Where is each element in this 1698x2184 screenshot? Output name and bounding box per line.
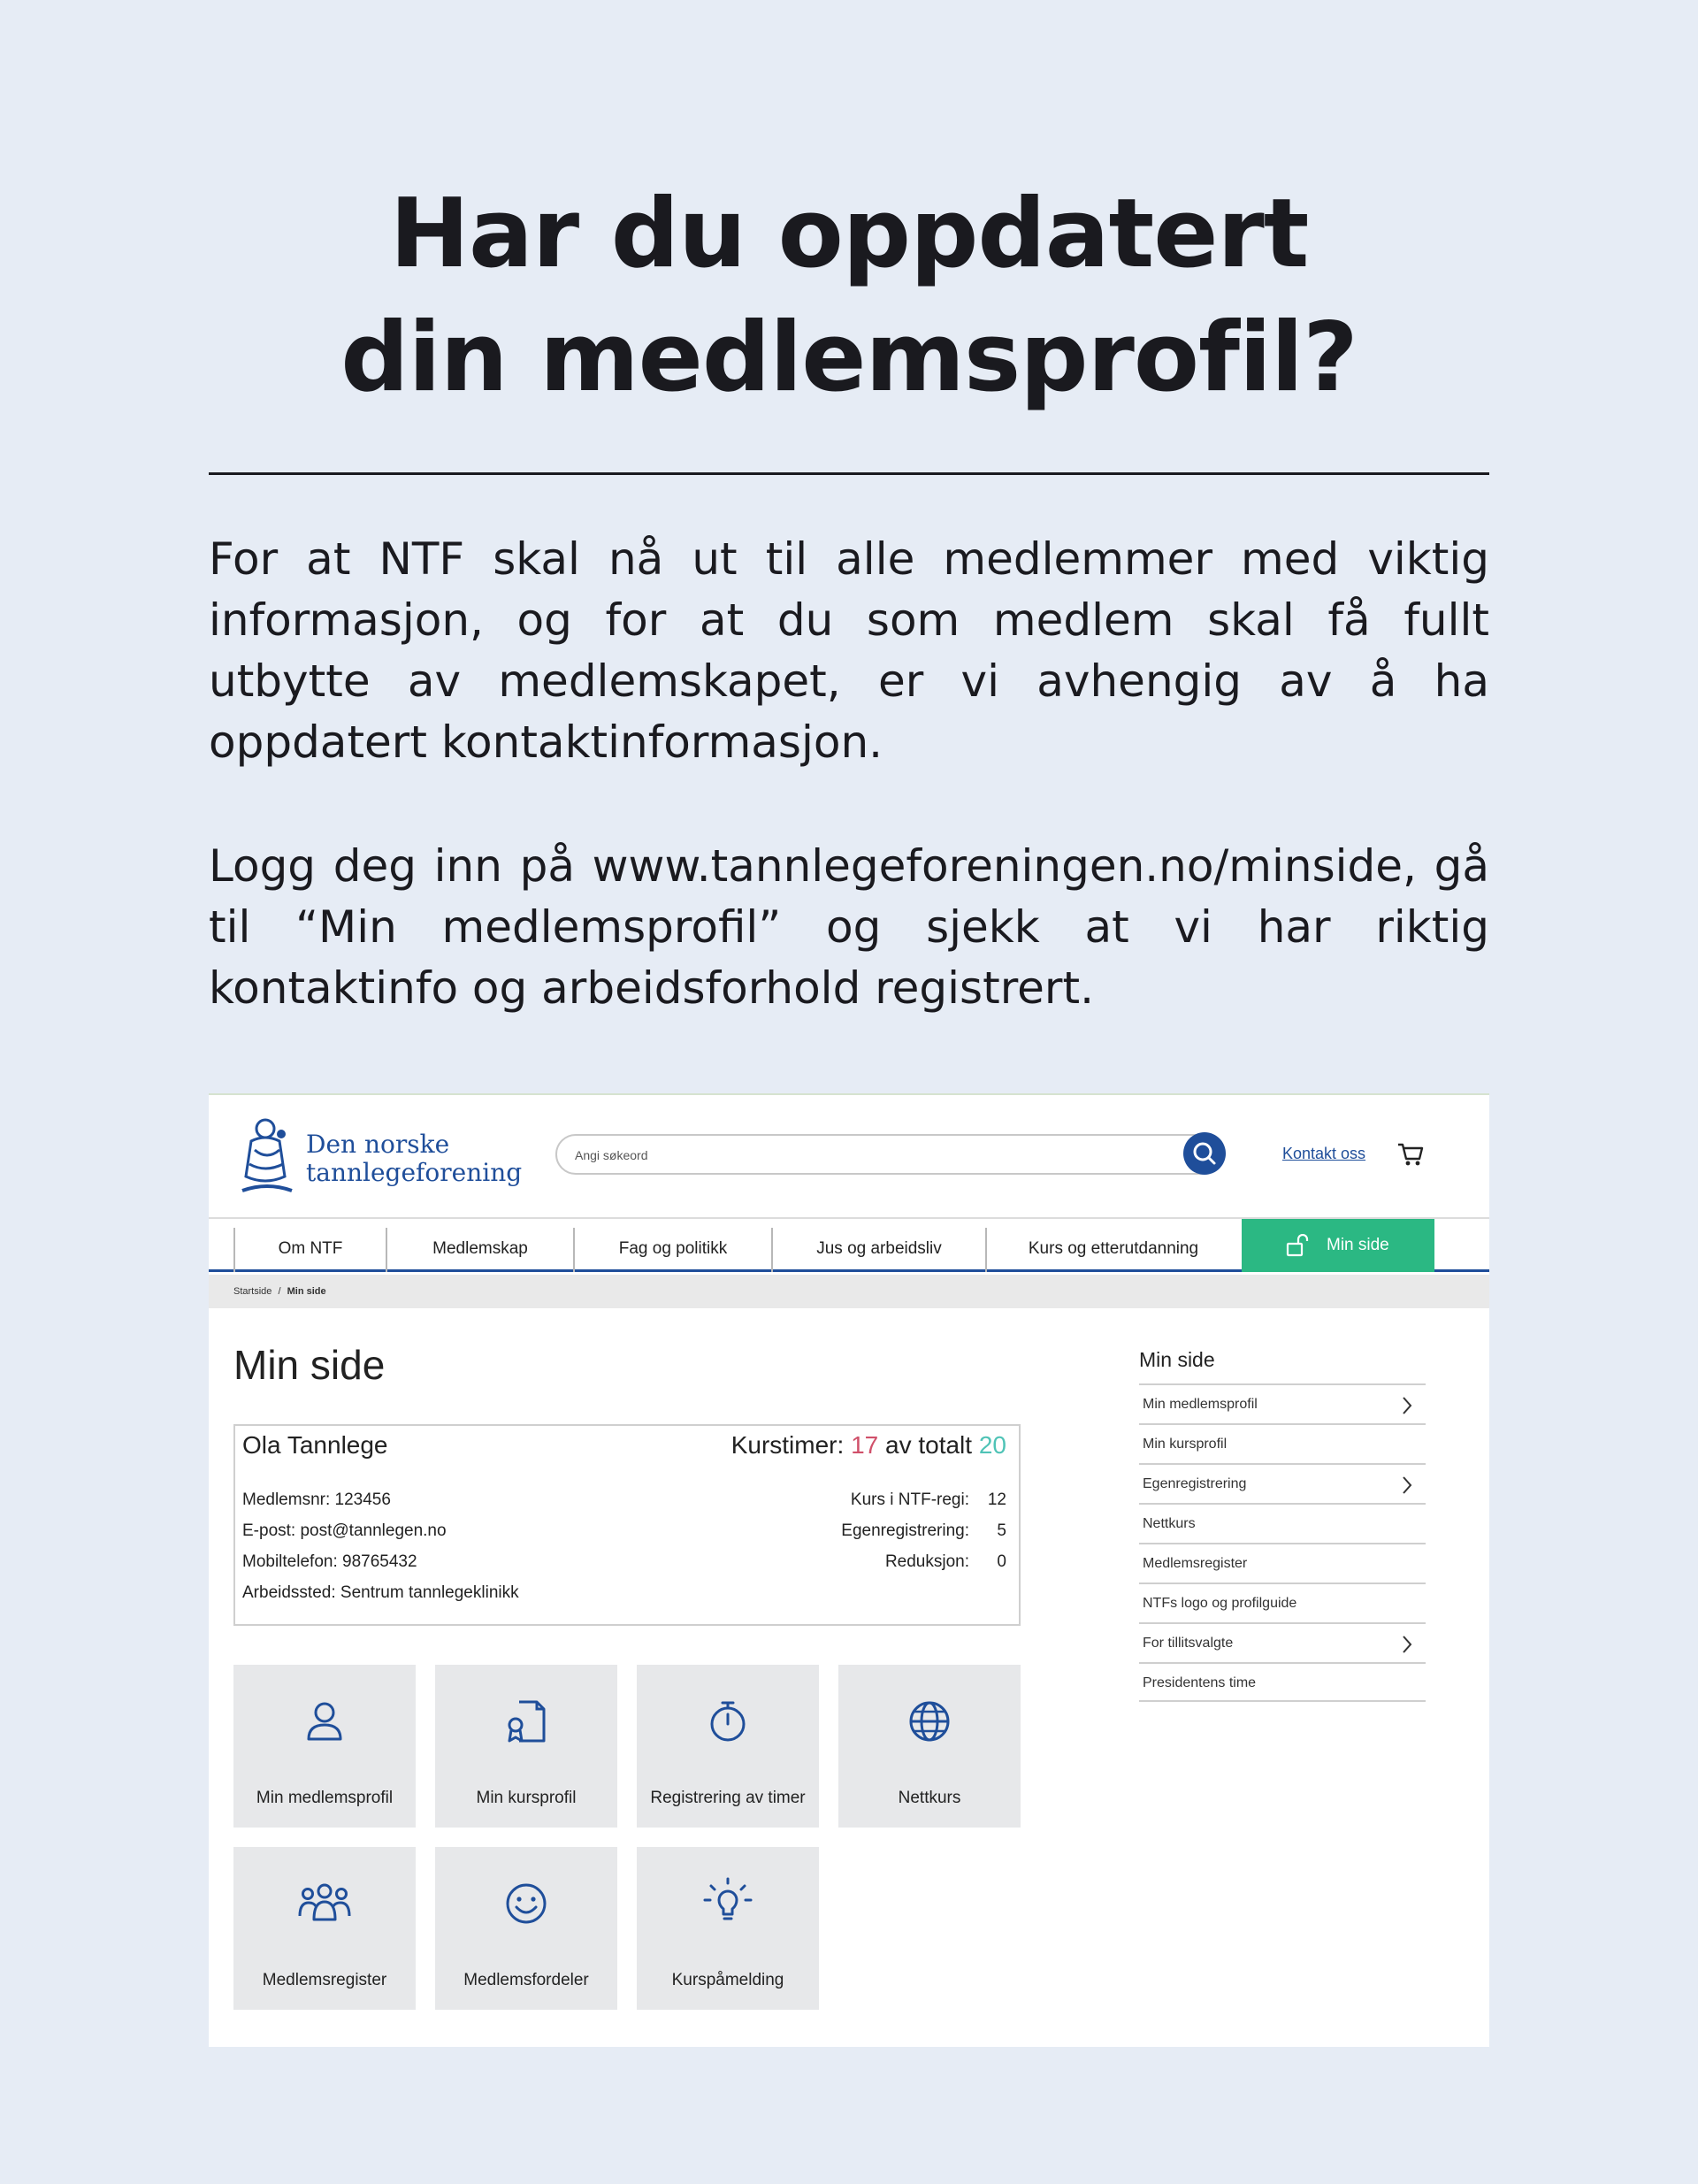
nav-item-om-ntf[interactable]: Om NTF [278, 1239, 343, 1258]
tile-label: Kurspåmelding [671, 1971, 784, 1989]
intro-paragraph: For at NTF skal nå ut til alle medlemmer med viktig informasjon, og for at du som medlem skal få fullt utbytte av medlemskapet, er vi avhengig av å ha oppdatert kontaktinformasjon. [209, 533, 1489, 768]
sidebar-menu [1139, 1383, 1426, 1702]
certificate-icon [501, 1697, 551, 1746]
stat-value: 0 [997, 1552, 1006, 1571]
course-hours-mid: av totalt [885, 1431, 973, 1459]
profile-details [242, 1484, 519, 1608]
breadcrumb-separator: / [278, 1286, 281, 1297]
tile-min-medlemsprofil[interactable] [233, 1665, 416, 1828]
sidebar-item-label: Min medlemsprofil [1143, 1397, 1258, 1412]
profile-card [233, 1424, 1021, 1626]
sidebar-item-label: Min kursprofil [1143, 1437, 1228, 1452]
logo-emblem-icon [239, 1115, 295, 1196]
globe-icon [905, 1697, 954, 1746]
stat-row [841, 1515, 1006, 1546]
sidebar-title: Min side [1139, 1348, 1215, 1371]
nav-item-kurs-og-etterutdanning[interactable]: Kurs og etterutdanning [1028, 1239, 1199, 1258]
sidebar-item-label: NTFs logo og profilguide [1143, 1596, 1297, 1611]
sidebar-item-nettkurs[interactable] [1139, 1503, 1426, 1543]
divider [209, 472, 1489, 475]
logo-text-line-1: Den norske [306, 1130, 450, 1159]
nav-item-min-side[interactable] [1242, 1219, 1434, 1272]
nav-item-min-side-label: Min side [1327, 1236, 1389, 1254]
group-icon [296, 1879, 353, 1928]
member-workplace: Arbeidssted: Sentrum tannlegeklinikk [242, 1583, 519, 1602]
nav-item-fag-og-politikk[interactable]: Fag og politikk [618, 1239, 728, 1258]
search-input[interactable] [575, 1145, 1141, 1166]
tile-nettkurs[interactable] [838, 1665, 1021, 1828]
search-icon [1183, 1132, 1226, 1175]
sidebar-item-presidentens-time[interactable] [1139, 1662, 1426, 1702]
course-hours-total: 20 [978, 1431, 1006, 1459]
tile-medlemsfordeler[interactable] [435, 1847, 617, 2010]
sidebar-item-ntfs-logo[interactable] [1139, 1582, 1426, 1622]
course-hours-value: 17 [851, 1431, 879, 1459]
sidebar-item-label: For tillitsvalgte [1143, 1636, 1234, 1651]
course-hours-label: Kurstimer: [730, 1431, 845, 1459]
stat-value: 5 [997, 1521, 1006, 1540]
stat-row [841, 1484, 1006, 1515]
headline-line-2: din medlemsprofil? [340, 303, 1358, 413]
tile-label: Min kursprofil [476, 1789, 577, 1807]
website-screenshot [209, 1093, 1489, 2047]
sidebar-item-min-kursprofil[interactable] [1139, 1423, 1426, 1463]
lightbulb-icon [701, 1875, 754, 1928]
chevron-right-icon [1401, 1635, 1413, 1654]
tile-medlemsregister[interactable] [233, 1847, 416, 2010]
user-icon [300, 1697, 349, 1746]
headline [0, 172, 1698, 420]
course-stats [841, 1484, 1006, 1577]
member-phone: Mobiltelefon: 98765432 [242, 1552, 417, 1571]
search-bar [555, 1134, 1224, 1175]
sidebar-item-label: Medlemsregister [1143, 1556, 1248, 1571]
breadcrumb-current: Min side [287, 1286, 326, 1297]
sidebar-item-egenregistrering[interactable] [1139, 1463, 1426, 1503]
stat-label: Kurs i NTF-regi: [850, 1490, 969, 1509]
site-header [209, 1095, 1489, 1219]
tile-kurspamelding[interactable] [637, 1847, 819, 2010]
stat-label: Egenregistrering: [841, 1521, 969, 1540]
nav-item-jus-og-arbeidsliv[interactable]: Jus og arbeidsliv [816, 1239, 942, 1258]
sidebar-item-for-tillitsvalgte[interactable] [1139, 1622, 1426, 1662]
tile-label: Min medlemsprofil [256, 1789, 394, 1807]
tile-label: Nettkurs [898, 1789, 961, 1807]
breadcrumb-home[interactable]: Startside [233, 1286, 272, 1297]
tile-label: Medlemsregister [262, 1971, 387, 1989]
nav-item-medlemskap[interactable]: Medlemskap [432, 1239, 528, 1258]
sidebar-item-label: Nettkurs [1143, 1516, 1196, 1531]
logo-text-line-2: tannlegeforening [306, 1158, 523, 1187]
tile-min-kursprofil[interactable] [435, 1665, 617, 1828]
search-button[interactable] [1183, 1132, 1226, 1175]
contact-link[interactable]: Kontakt oss [1282, 1145, 1366, 1162]
stopwatch-icon [703, 1697, 753, 1746]
page-title: Min side [233, 1342, 386, 1388]
sidebar-item-label: Presidentens time [1143, 1675, 1257, 1690]
member-email: E-post: post@tannlegen.no [242, 1521, 447, 1540]
stat-row [841, 1546, 1006, 1577]
member-name: Ola Tannlege [242, 1431, 388, 1459]
site-logo[interactable] [239, 1115, 522, 1199]
instruction-paragraph: Logg deg inn på www.tannlegeforeningen.no/minside, gå til “Min medlemsprofil” og sjekk at vi har riktig kontaktinfo og arbeidsforhold registrert. [209, 840, 1489, 1014]
sidebar-item-min-medlemsprofil[interactable] [1139, 1383, 1426, 1423]
stat-value: 12 [987, 1490, 1006, 1509]
sidebar-item-medlemsregister[interactable] [1139, 1543, 1426, 1582]
main-nav [209, 1219, 1489, 1272]
chevron-right-icon [1401, 1475, 1413, 1495]
smiley-icon [501, 1879, 551, 1928]
headline-line-1: Har du oppdatert [389, 179, 1309, 289]
chevron-right-icon [1401, 1396, 1413, 1415]
cart-icon[interactable] [1396, 1139, 1426, 1169]
unlock-icon [1286, 1234, 1312, 1257]
breadcrumb [209, 1275, 1489, 1308]
tile-registrering-av-timer[interactable] [637, 1665, 819, 1828]
tile-label: Registrering av timer [650, 1789, 806, 1807]
member-number: Medlemsnr: 123456 [242, 1490, 391, 1509]
course-hours [731, 1431, 1006, 1460]
sidebar-item-label: Egenregistrering [1143, 1476, 1247, 1491]
stat-label: Reduksjon: [884, 1552, 969, 1571]
tile-label: Medlemsfordeler [463, 1971, 589, 1989]
